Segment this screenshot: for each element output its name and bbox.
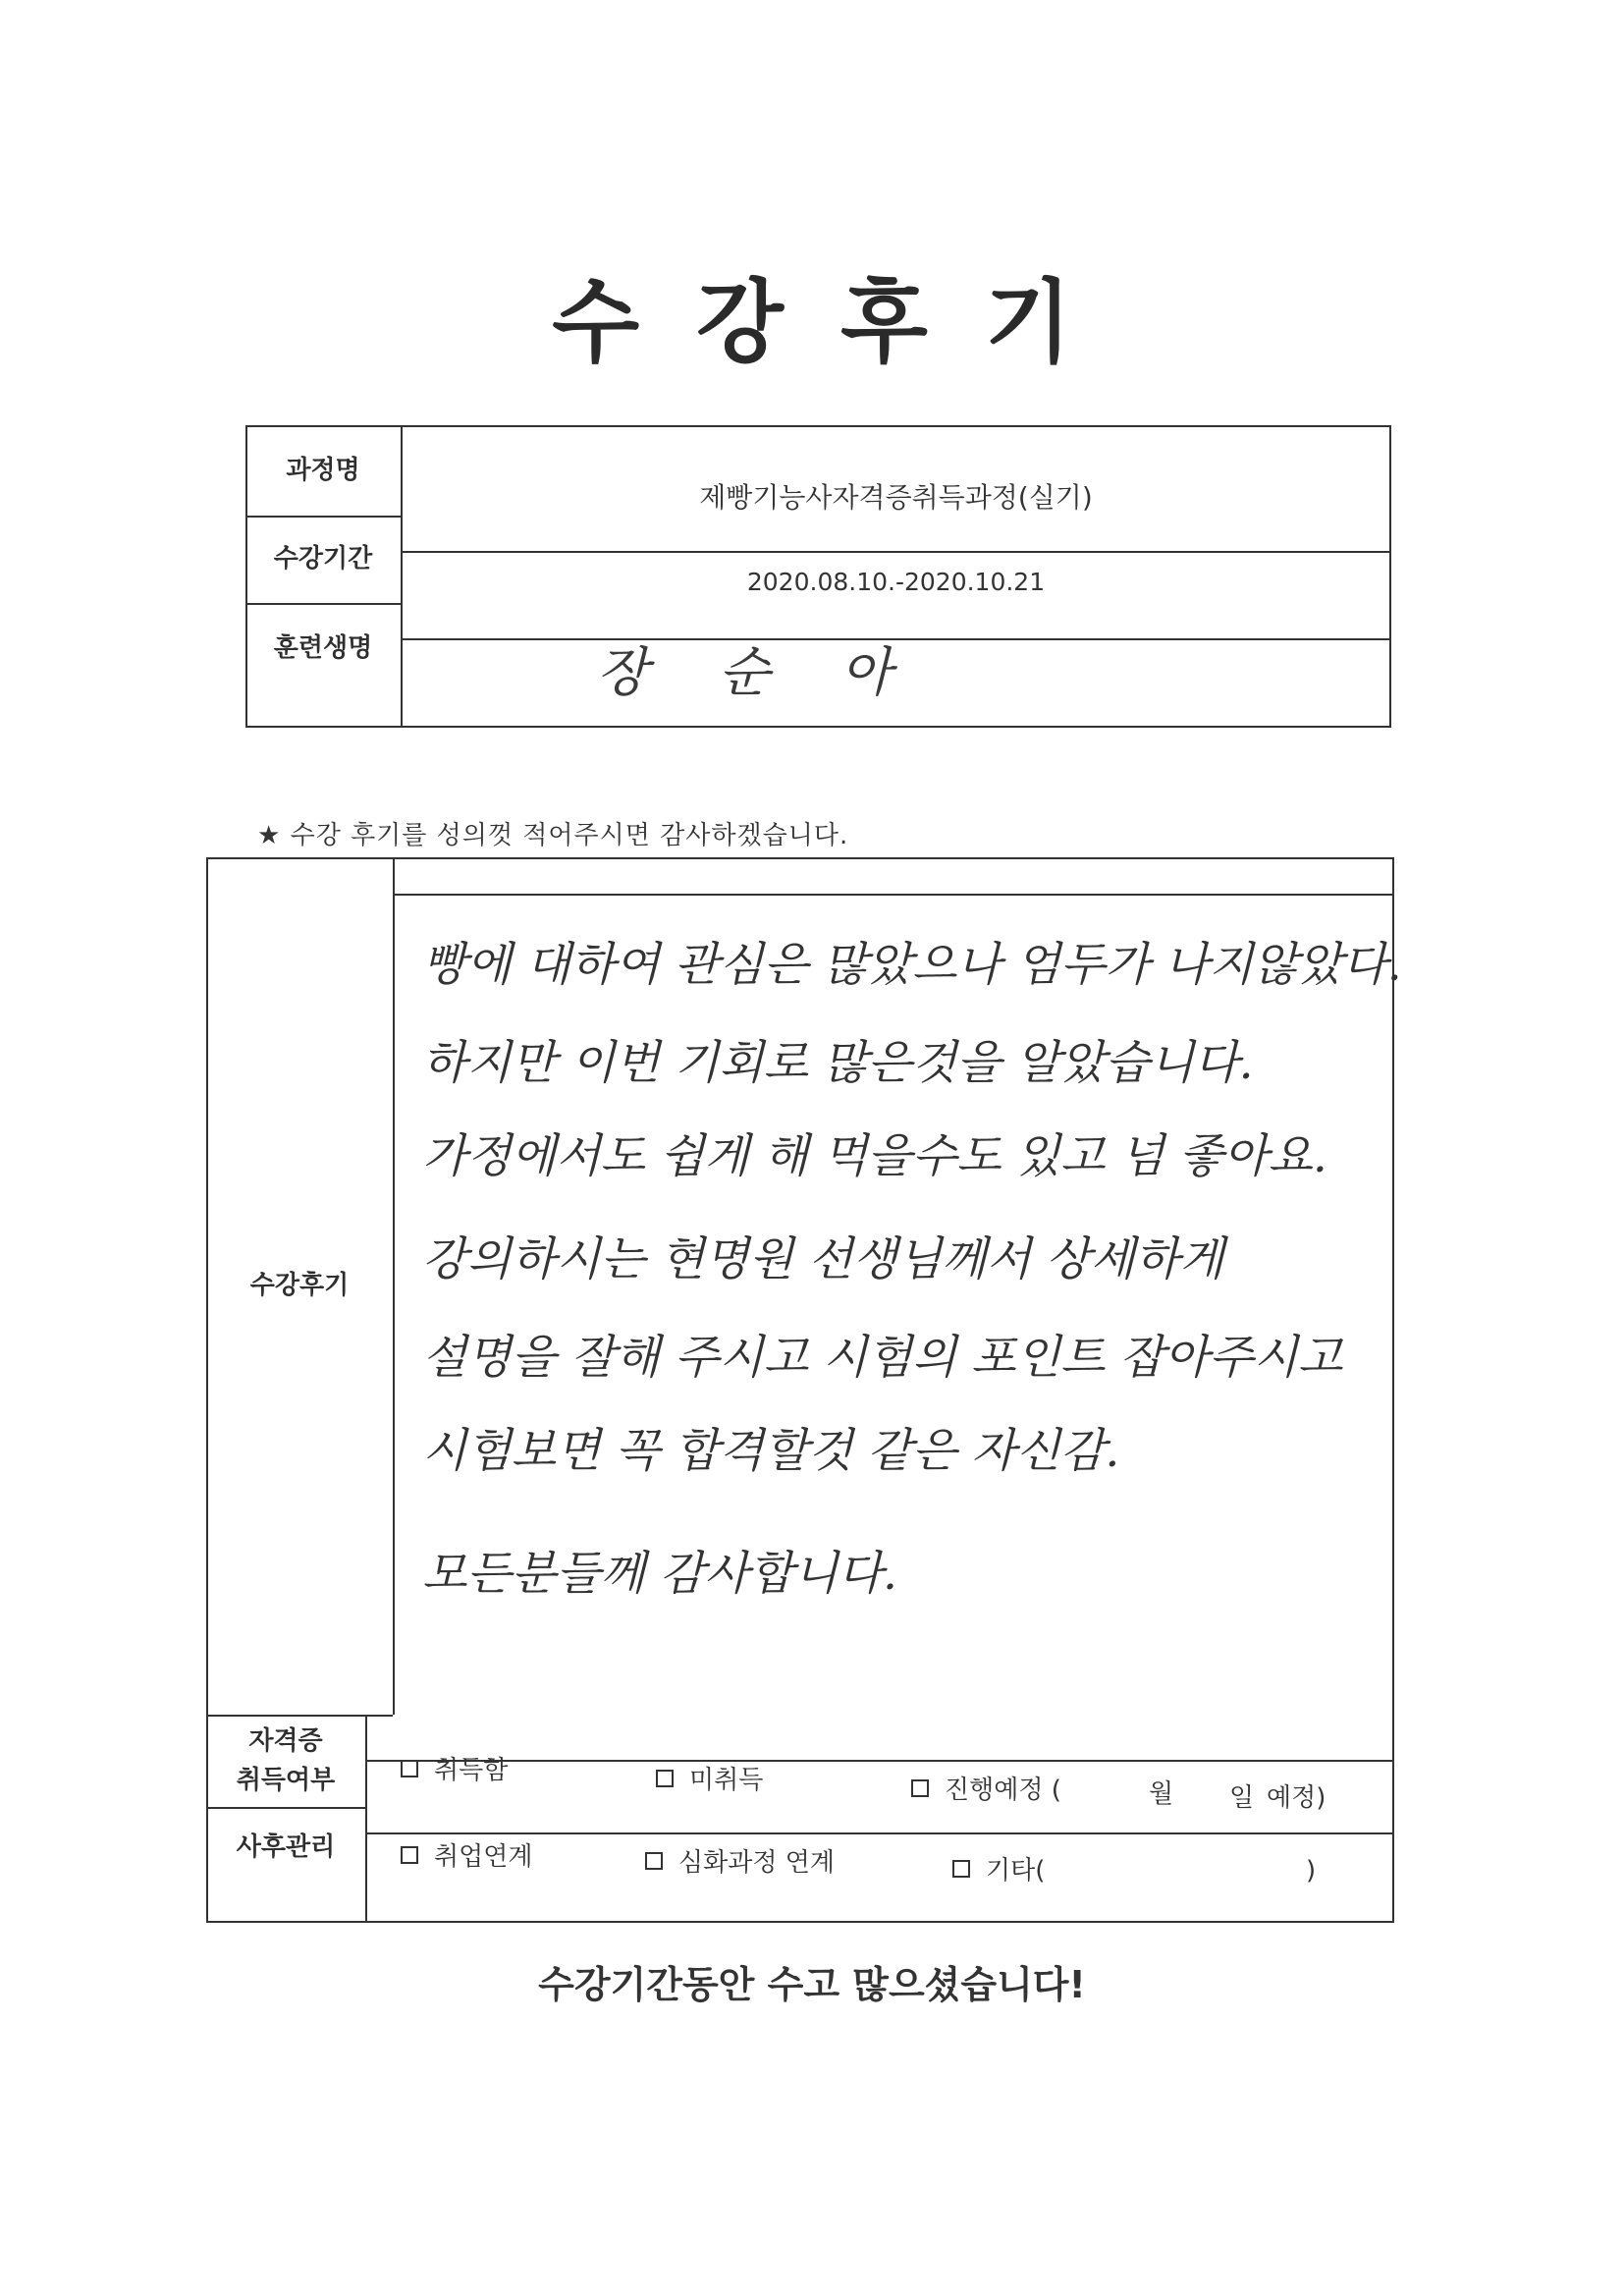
checkbox-icon[interactable] xyxy=(401,1760,418,1777)
review-form-rule xyxy=(365,1760,1394,1762)
scheduled-suffix: 예정) xyxy=(1267,1783,1326,1813)
aftercare-label: 사후관리 xyxy=(236,1831,336,1862)
review-line: 빵에 대하여 관심은 많았으나 엄두가 나지않았다. xyxy=(422,938,1402,992)
option-other-label: 기타( xyxy=(986,1856,1046,1886)
course-period-label: 수강기간 xyxy=(273,544,373,574)
option-not-obtained[interactable] xyxy=(656,1760,763,1796)
checkbox-icon[interactable] xyxy=(645,1852,663,1870)
review-form-rule xyxy=(365,1832,1394,1834)
option-job-link[interactable] xyxy=(401,1836,532,1873)
trainee-name-label: 훈련생명 xyxy=(273,632,373,663)
closing-message: 수강기간동안 수고 많으셨습니다! xyxy=(538,1963,1086,2006)
course-name-value: 제빵기능사자격증취득과정(실기) xyxy=(699,481,1093,514)
option-advanced-course[interactable] xyxy=(645,1842,835,1879)
option-scheduled-label: 진행예정 ( xyxy=(945,1776,1061,1805)
checkbox-icon[interactable] xyxy=(952,1860,970,1878)
course-period-value: 2020.08.10.-2020.10.21 xyxy=(746,567,1046,596)
scheduled-day-unit: 일 xyxy=(1229,1783,1255,1813)
review-line: 가정에서도 쉽게 해 먹을수도 있고 넘 좋아요. xyxy=(422,1129,1327,1183)
review-label: 수강후기 xyxy=(249,1271,350,1301)
review-line: 설명을 잘해 주시고 시험의 포인트 잡아주시고 xyxy=(422,1331,1343,1385)
certification-label-line2: 취득여부 xyxy=(236,1766,336,1795)
review-line: 모든분들께 감사합니다. xyxy=(422,1547,897,1601)
scheduled-month-unit: 월 xyxy=(1149,1779,1174,1809)
option-obtained[interactable] xyxy=(401,1750,508,1786)
option-advanced-course-label: 심화과정 연계 xyxy=(678,1848,835,1878)
review-form-divider xyxy=(393,857,395,1715)
checkbox-icon[interactable] xyxy=(911,1779,929,1797)
review-form-rule xyxy=(393,894,1394,896)
checkbox-icon[interactable] xyxy=(656,1770,674,1787)
option-other-close-paren: ) xyxy=(1306,1856,1317,1886)
option-job-link-label: 취업연계 xyxy=(434,1842,533,1872)
review-line: 시험보면 꼭 합격할것 같은 자신감. xyxy=(422,1424,1120,1478)
page-title: 수강후기 xyxy=(552,270,1129,375)
review-form-divider xyxy=(365,1715,367,1923)
option-not-obtained-label: 미취득 xyxy=(689,1766,764,1795)
review-line: 하지만 이번 기회로 많은것을 알았습니다. xyxy=(422,1036,1254,1090)
option-obtained-label: 취득함 xyxy=(434,1756,509,1785)
option-other[interactable] xyxy=(952,1850,1045,1886)
option-scheduled[interactable] xyxy=(911,1770,1061,1806)
certification-label-line1: 자격증 xyxy=(248,1725,323,1756)
trainee-name-value: 장순아 xyxy=(596,640,963,703)
certification-label xyxy=(206,1715,365,1807)
notice-text: ★ 수강 후기를 성의껏 적어주시면 감사하겠습니다. xyxy=(257,821,849,850)
course-name-label: 과정명 xyxy=(286,455,360,485)
review-line: 강의하시는 현명원 선생님께서 상세하게 xyxy=(422,1232,1224,1286)
checkbox-icon[interactable] xyxy=(401,1846,418,1864)
